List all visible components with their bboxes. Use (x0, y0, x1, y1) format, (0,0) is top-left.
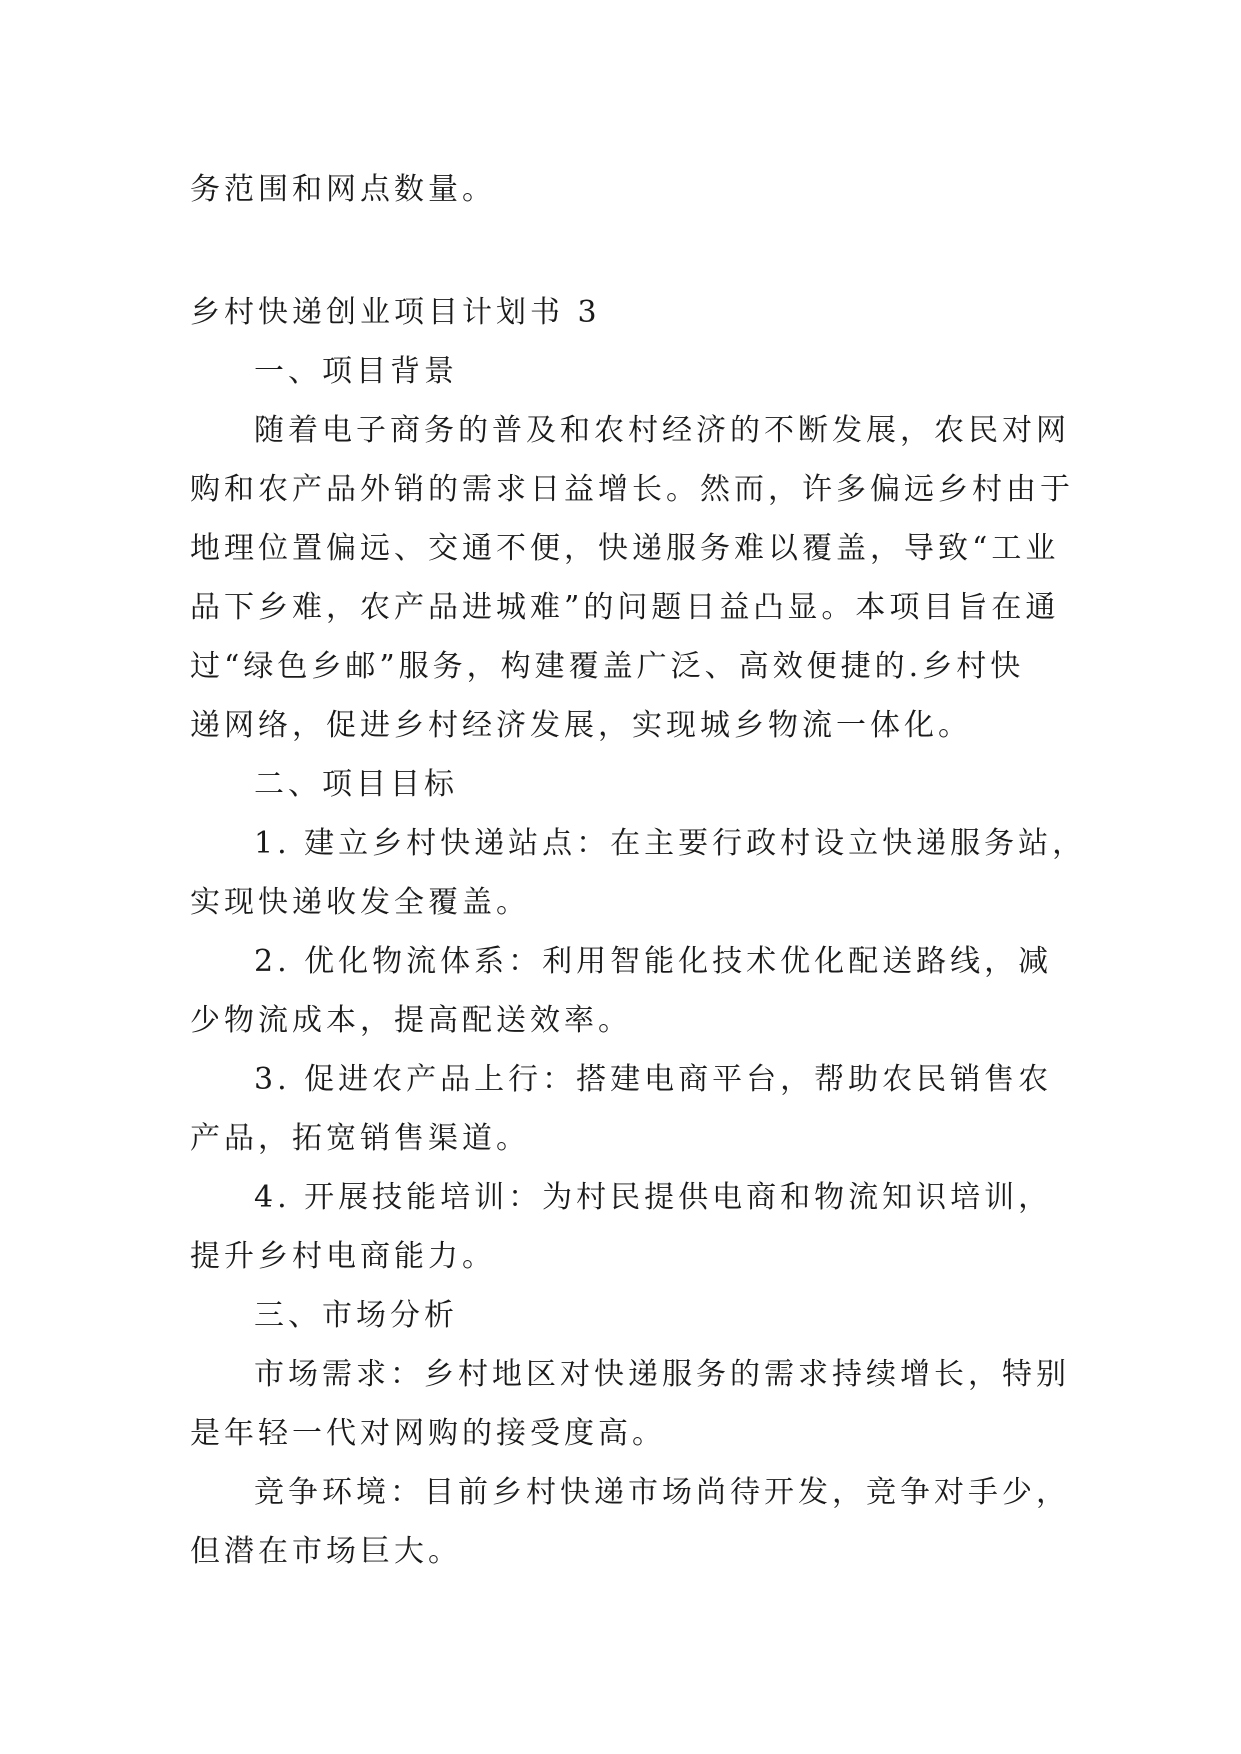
goal-line: 提升乡村电商能力。 (190, 1239, 496, 1274)
paragraph-line: 市场需求：乡村地区对快递服务的需求持续增长，特别 (254, 1357, 1070, 1392)
goal-line: 产品，拓宽销售渠道。 (190, 1121, 530, 1156)
paragraph-line: 是年轻一代对网购的接受度高。 (190, 1416, 666, 1451)
goal-line: 1. 建立乡村快递站点：在主要行政村设立快递服务站， (254, 826, 1087, 861)
goal-item (190, 814, 1087, 932)
paragraph-line: 品下乡难，农产品进城难”的问题日益凸显。本项目旨在通 (190, 590, 1060, 625)
goal-item (190, 1050, 1060, 1168)
goal-line: 少物流成本，提高配送效率。 (190, 1003, 632, 1038)
document-body (190, 160, 1087, 1581)
paragraph-line: 递网络，促进乡村经济发展，实现城乡物流一体化。 (190, 708, 972, 743)
goal-line: 4. 开展技能培训：为村民提供电商和物流知识培训， (254, 1180, 1053, 1215)
goal-line: 3. 促进农产品上行：搭建电商平台，帮助农民销售农 (254, 1062, 1053, 1097)
background-paragraph (190, 401, 1074, 755)
paragraph-line: 购和农产品外销的需求日益增长。然而，许多偏远乡村由于 (190, 472, 1074, 507)
goal-line: 实现快递收发全覆盖。 (190, 885, 530, 920)
section-title: 乡村快递创业项目计划书 3 (190, 295, 601, 330)
paragraph-line: 但潜在市场巨大。 (190, 1534, 462, 1569)
goal-line: 2. 优化物流体系：利用智能化技术优化配送路线，减 (254, 944, 1053, 979)
paragraph-line: 竞争环境：目前乡村快递市场尚待开发，竞争对手少， (254, 1475, 1070, 1510)
paragraph-line: 过“绿色乡邮”服务，构建覆盖广泛、高效便捷的.乡村快 (190, 649, 1025, 684)
competition-paragraph (190, 1463, 1070, 1581)
paragraph-line: 地理位置偏远、交通不便，快递服务难以覆盖，导致“工业 (190, 531, 1060, 566)
market-demand-paragraph (190, 1345, 1070, 1463)
heading-project-goals: 二、项目目标 (254, 767, 458, 802)
continued-text-line: 务范围和网点数量。 (190, 172, 496, 207)
heading-market-analysis: 三、市场分析 (254, 1298, 458, 1333)
goal-item (190, 932, 1060, 1050)
paragraph-line: 随着电子商务的普及和农村经济的不断发展，农民对网 (254, 413, 1070, 448)
heading-project-background: 一、项目背景 (254, 354, 458, 389)
goal-item (190, 1168, 1060, 1286)
